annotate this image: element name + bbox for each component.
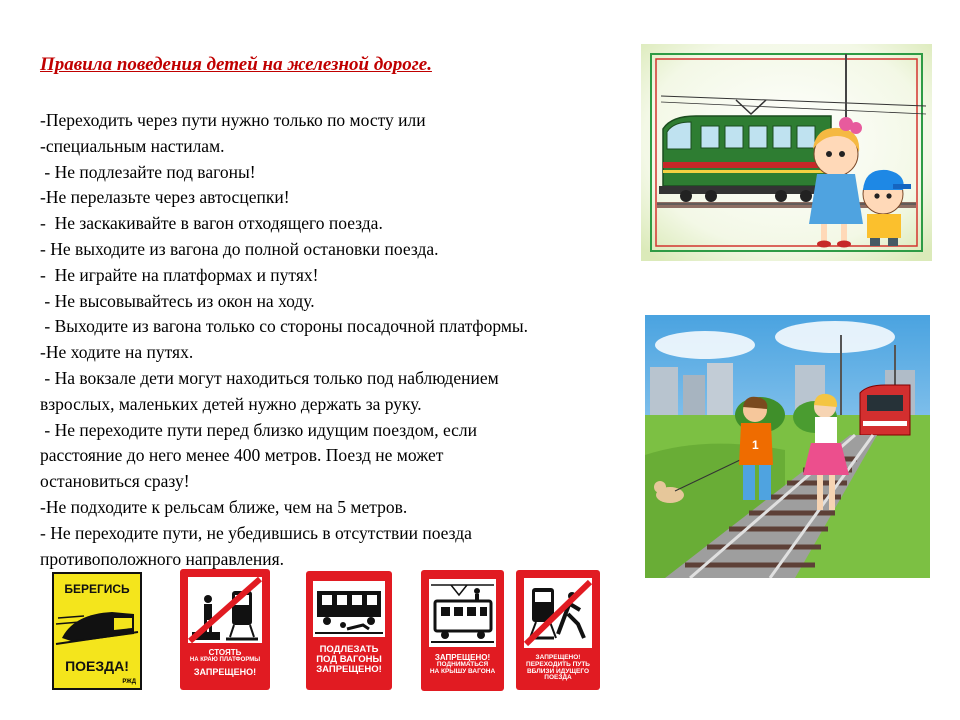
beware-train-sign [52, 572, 142, 690]
kids-train-illustration [641, 44, 932, 261]
rule-line: - Не подлезайте под вагоны! [40, 161, 256, 182]
sign-text-top: БЕРЕГИСЬ [64, 582, 130, 596]
sign-caption-line: НА КРАЮ ПЛАТФОРМЫ [189, 657, 261, 664]
children-on-tracks-illustration [645, 315, 930, 578]
rule-line: - Не играйте на платформах и путях! [40, 264, 319, 285]
person-on-roof-icon [429, 579, 496, 647]
sign-caption-line: ПОД ВАГОНЫ [316, 653, 382, 665]
sign-pictogram [313, 581, 385, 637]
rule-line: -Не подходите к рельсам ближе, чем на 5 метров. [40, 496, 408, 517]
shirt-number: 1 [752, 438, 759, 452]
rule-line: противоположного направления. [40, 548, 285, 569]
no-crossing-near-train-sign [516, 570, 600, 690]
crawling-under-wagon-icon [313, 581, 385, 637]
rule-line: - Не переходите пути, не убедившись в отсутствии поезда [40, 522, 472, 543]
sign-caption-line: ЗАПРЕЩЕНО! [193, 666, 257, 677]
no-standing-platform-edge-sign [180, 569, 270, 690]
person-crossing-track-icon [524, 578, 592, 648]
rule-line: - Не высовывайтесь из окон на ходу. [40, 290, 315, 311]
rule-line: остановиться сразу! [40, 471, 190, 492]
rules-list [40, 108, 640, 572]
sign-caption-line: СТОЯТЬ [208, 648, 242, 657]
sign-caption [423, 654, 502, 676]
rule-line: - Не переходите пути перед близко идущим поездом, если [40, 419, 478, 440]
sign-pictogram [429, 579, 496, 647]
rule-line: -Не перелазьте через автосцепки! [40, 187, 290, 208]
sign-caption-line: ПОДЛЕЗАТЬ [319, 644, 379, 655]
no-crawling-under-wagons-sign [306, 571, 392, 690]
rule-line: - Не заскакивайте в вагон отходящего поезда. [40, 213, 383, 234]
sign-caption-line: ВБЛИЗИ ИДУЩЕГО [526, 667, 590, 675]
train-speed-icon [54, 600, 140, 650]
rule-line: расстояние до него менее 400 метров. Поезд не может [40, 445, 444, 466]
sign-pictogram [188, 577, 262, 643]
person-platform-train-icon [188, 577, 262, 643]
sign-caption-line: ПЕРЕХОДИТЬ ПУТЬ [526, 660, 590, 668]
sign-caption [182, 649, 268, 677]
sign-caption-line: ПОДНИМАТЬСЯ [436, 661, 489, 669]
sign-caption-line: НА КРЫШУ ВАГОНА [429, 668, 496, 676]
rzd-logo: РЖД [122, 679, 136, 685]
rule-line: -Не ходите на путях. [40, 342, 194, 363]
sign-caption [518, 655, 598, 682]
page-title: Правила поведения детей на железной дороге. [40, 54, 432, 75]
rule-line: - Выходите из вагона только со стороны посадочной платформы. [40, 316, 529, 337]
sign-caption-line: ПОЕЗДА [544, 674, 572, 682]
sign-pictogram [524, 578, 592, 648]
rule-line: - На вокзале дети могут находиться только под наблюдением [40, 367, 499, 388]
rule-line: взрослых, маленьких детей нужно держать за руку. [40, 393, 422, 414]
sign-caption-line: ЗАПРЕЩЕНО! [535, 654, 581, 661]
rule-line: -специальным настилам. [40, 135, 225, 156]
sign-caption [308, 645, 390, 675]
sign-caption-line: ЗАПРЕЩЕНО! [316, 663, 382, 675]
rule-line: -Переходить через пути нужно только по мосту или [40, 110, 426, 130]
sign-caption-line: ЗАПРЕЩЕНО! [434, 653, 491, 662]
no-climbing-roof-sign [421, 570, 504, 691]
rule-line: - Не выходите из вагона до полной остановки поезда. [40, 238, 439, 259]
sign-text-bottom: ПОЕЗДА! [65, 658, 129, 674]
